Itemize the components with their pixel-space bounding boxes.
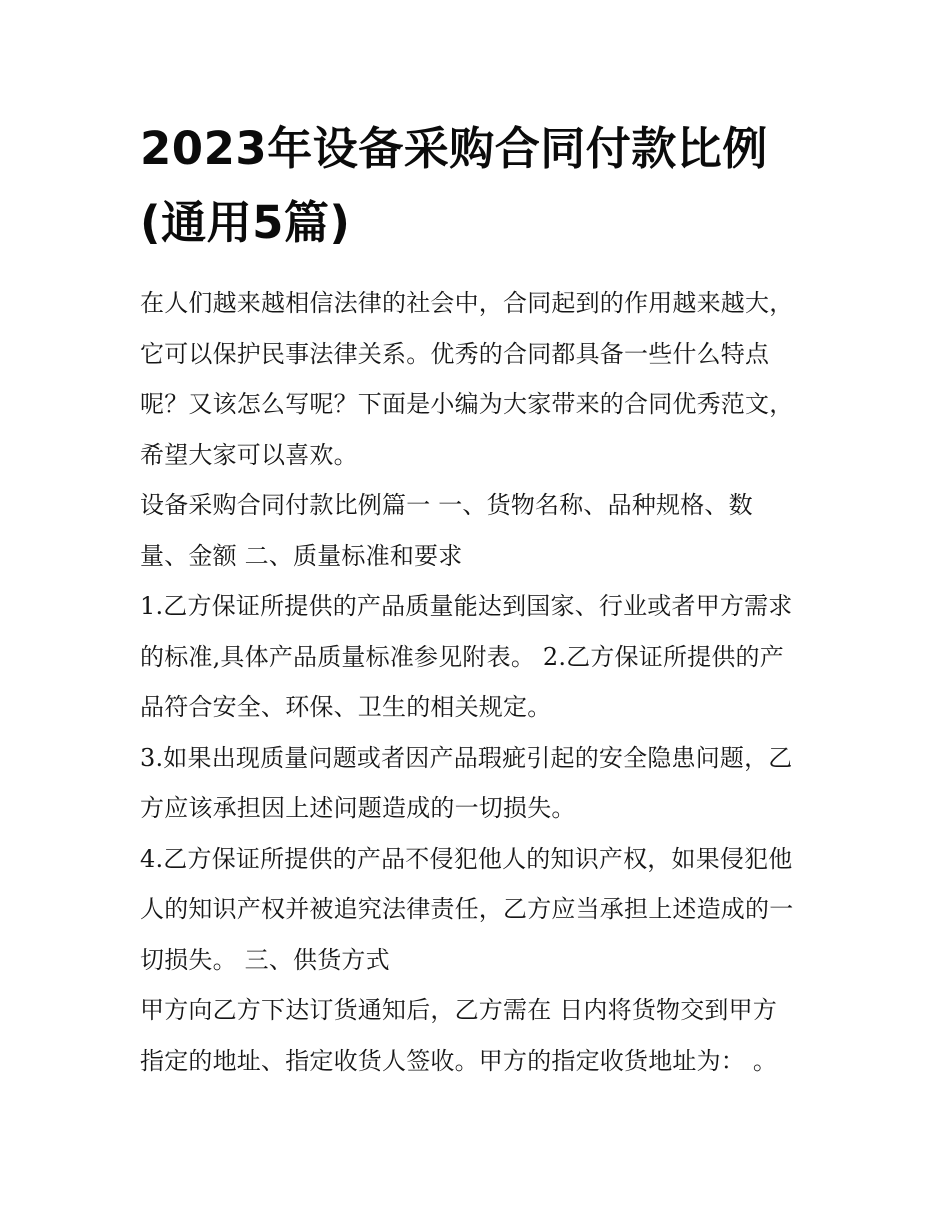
text-line: 呢？又该怎么写呢？下面是小编为大家带来的合同优秀范文， — [140, 390, 794, 418]
document-page — [140, 112, 820, 1086]
clause-paragraph — [140, 985, 820, 1086]
document-title — [140, 112, 820, 260]
title-line: (通用5篇) — [140, 196, 351, 249]
document-body — [140, 278, 820, 1086]
text-line: 3.如果出现质量问题或者因产品瑕疵引起的安全隐患问题，乙 — [140, 743, 793, 772]
clause-paragraph — [140, 733, 820, 834]
title-line: 2023年设备采购合同付款比例 — [140, 122, 768, 175]
text-line: 4.乙方保证所提供的产品不侵犯他人的知识产权，如果侵犯他 — [140, 844, 793, 873]
text-line: 品符合安全、环保、卫生的相关规定。 — [140, 693, 552, 721]
text-line: 切损失。 三、供货方式 — [140, 945, 390, 974]
text-line: 1.乙方保证所提供的产品质量能达到国家、行业或者甲方需求 — [140, 592, 793, 620]
section-heading-paragraph — [140, 480, 820, 581]
text-line: 量、金额 二、质量标准和要求 — [140, 541, 463, 570]
text-line: 方应该承担因上述问题造成的一切损失。 — [140, 794, 576, 822]
intro-paragraph — [140, 278, 820, 480]
clause-paragraph — [140, 834, 820, 986]
clause-paragraph — [140, 581, 820, 733]
text-line: 甲方向乙方下达订货通知后，乙方需在 日内将货物交到甲方 — [140, 996, 778, 1024]
text-line: 指定的地址、指定收货人签收。甲方的指定收货地址为： 。 — [140, 1046, 778, 1075]
text-line: 希望大家可以喜欢。 — [140, 440, 358, 469]
text-line: 的标准,具体产品质量标准参见附表。 2.乙方保证所提供的产 — [140, 642, 784, 671]
text-line: 它可以保护民事法律关系。优秀的合同都具备一些什么特点 — [140, 339, 770, 368]
text-line: 人的知识产权并被追究法律责任，乙方应当承担上述造成的一 — [140, 895, 794, 923]
text-line: 在人们越来越相信法律的社会中，合同起到的作用越来越大， — [140, 289, 794, 317]
text-line: 设备采购合同付款比例篇一 一、货物名称、品种规格、数 — [140, 491, 753, 519]
